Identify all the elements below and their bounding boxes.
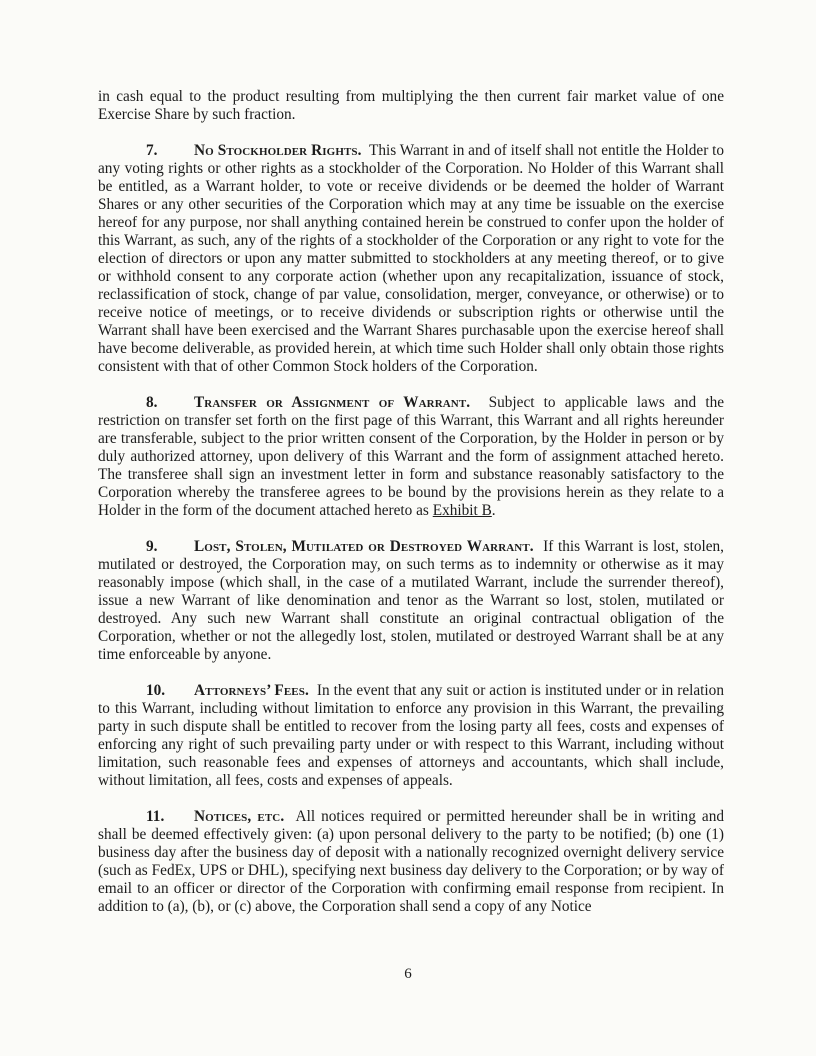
- section-number: 11.: [146, 808, 165, 825]
- section-7: [98, 142, 724, 376]
- section-title: No Stockholder Rights.: [194, 142, 362, 159]
- section-title: Attorneys’ Fees.: [194, 682, 309, 699]
- exhibit-b-reference: Exhibit B: [432, 502, 492, 519]
- section-body: In the event that any suit or action is instituted under or in relation to this Warrant, including without limitation to enforce any provision in this Warrant, the prevailing party in such dispute shall be entitled to recover from the losing party all fees, costs and expenses of enforcing any right of such prevailing party under or with respect to this Warrant, including without limitation, such reasonable fees and expenses of attorneys and accountants, which shall include, without limitation, all fees, costs and expenses of appeals.: [98, 682, 724, 789]
- section-number: 10.: [146, 682, 166, 699]
- section-title: Lost, Stolen, Mutilated or Destroyed Warrant.: [194, 538, 534, 555]
- section-body: Subject to applicable laws and the restriction on transfer set forth on the first page of this Warrant, this Warrant and all rights hereunder are transferable, subject to the prior written consent of the Corporation, by the Holder in person or by duly authorized attorney, upon delivery of this Warrant and the form of assignment attached hereto. The transferee shall sign an investment letter in form and substance reasonably satisfactory to the Corporation whereby the transferee agrees to be bound by the provisions herein as they relate to a Holder in the form of the document attached hereto as: [98, 394, 725, 519]
- section-body-end: .: [491, 502, 496, 519]
- document-page: [98, 88, 724, 934]
- section-8: [98, 394, 724, 520]
- section-number: 7.: [146, 142, 158, 159]
- page-number: 6: [404, 966, 412, 982]
- section-body: All notices required or permitted hereunder shall be in writing and shall be deemed effectively given: (a) upon personal delivery to the party to be notified; (b) one (1) business day after the business day of deposit with a nationally recognized overnight delivery service (such as FedEx, UPS or DHL), specifying next business day delivery to the Corporation; or by way of email to an officer or director of the Corporation with confirming email response from recipient. In addition to (a), (b), or (c) above, the Corporation shall send a copy of any Notice: [98, 808, 724, 915]
- section-title: Transfer or Assignment of Warrant.: [194, 394, 471, 411]
- section-number: 8.: [146, 394, 158, 411]
- section-10: [98, 682, 724, 790]
- section-title: Notices, etc.: [194, 808, 285, 825]
- section-number: 9.: [146, 538, 158, 555]
- section-body: This Warrant in and of itself shall not entitle the Holder to any voting rights or other rights as a stockholder of the Corporation. No Holder of this Warrant shall be entitled, as a Warrant holder, to vote or receive dividends or be deemed the holder of Warrant Shares or any other securities of the Corporation which may at any time be issuable on the exercise hereof for any purpose, nor shall anything contained herein be construed to confer upon the holder of this Warrant, as such, any of the rights of a stockholder of the Corporation or any right to vote for the election of directors or upon any matter submitted to stockholders at any meeting thereof, or to give or withhold consent to any corporate action (whether upon any recapitalization, issuance of stock, reclassification of stock, change of par value, consolidation, merger, conveyance, or otherwise) or to receive notice of meetings, or to receive dividends or subscription rights or otherwise until the Warrant shall have been exercised and the Warrant Shares purchasable upon the exercise hereof shall have become deliverable, as provided herein, at which time such Holder shall only obtain those rights consistent with that of other Common Stock holders of the Corporation.: [98, 142, 725, 375]
- section-9: [98, 538, 724, 664]
- section-11: [98, 808, 724, 916]
- section-body: If this Warrant is lost, stolen, mutilated or destroyed, the Corporation may, on such terms as to indemnity or otherwise as it may reasonably impose (which shall, in the case of a mutilated Warrant, include the surrender thereof), issue a new Warrant of like denomination and tenor as the Warrant so lost, stolen, mutilated or destroyed. Any such new Warrant shall constitute an original contractual obligation of the Corporation, whether or not the allegedly lost, stolen, mutilated or destroyed Warrant shall be at any time enforceable by anyone.: [98, 538, 724, 663]
- continuation-paragraph: in cash equal to the product resulting from multiplying the then current fair market value of one Exercise Share by such fraction.: [98, 88, 724, 123]
